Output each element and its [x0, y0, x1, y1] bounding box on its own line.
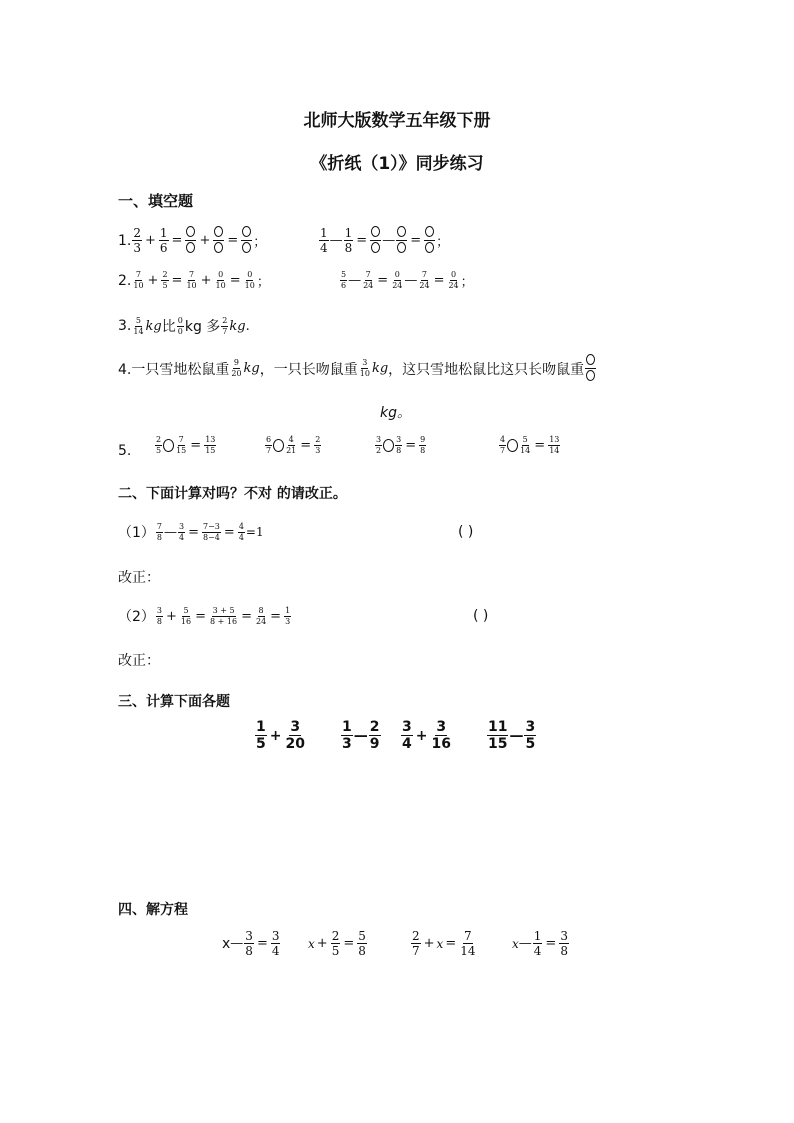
document-subtitle: 《折纸（1）》同步练习: [310, 154, 484, 174]
operator-blank[interactable]: [163, 439, 174, 452]
check-item-2: （2） 3 8 + $\frac{5}{16}$ = $\frac{3 + 5}{8 + 16}$ = $\frac{8}{24}$ = $\frac{1}{3}$: [118, 605, 291, 626]
equation-2: x + $\frac{2}{5}$ = $\frac{5}{8}$: [308, 929, 366, 958]
answer-blank[interactable]: [424, 226, 435, 255]
question-5a: 2 5 $\frac{7}{15}$ = $\frac{13}{15}$: [156, 435, 216, 455]
calc-problem-3: 3 4 + $\frac{3}{16}$: [402, 719, 451, 752]
judgment-blank-1[interactable]: ( ): [458, 524, 474, 540]
answer-blank[interactable]: $\frac{0}{10}$: [244, 270, 255, 290]
operator-blank[interactable]: [383, 439, 394, 452]
answer-blank[interactable]: [370, 226, 381, 255]
answer-blank[interactable]: [396, 226, 407, 255]
answer-blank[interactable]: [213, 226, 224, 255]
section-heading-calculate: 三、计算下面各题: [118, 694, 230, 710]
calc-problem-1: 1 5 + $\frac{3}{20}$: [256, 719, 305, 752]
section-heading-fill-blank: 一、填空题: [118, 192, 194, 210]
equation-4: x — $\frac{1}{4}$ = $\frac{3}{8}$: [512, 929, 568, 958]
correction-label-2: 改正：: [118, 653, 160, 669]
question-5c: 3 2 $\frac{3}{8}$ = $\frac{9}{8}$: [376, 435, 426, 455]
operator-blank[interactable]: [273, 439, 284, 452]
question-4-unit: kg。: [380, 405, 411, 421]
answer-blank[interactable]: 0 0: [177, 315, 183, 336]
question-5d: 4 7 $\frac{5}{14}$ = $\frac{13}{14}$: [500, 435, 560, 455]
answer-blank[interactable]: $\frac{0}{24}$: [448, 270, 459, 290]
judgment-blank-2[interactable]: ( ): [473, 608, 489, 624]
section-heading-equations: 四、解方程: [118, 902, 188, 918]
question-4: 4.一只雪地松鼠重 9 20 kg ，一只长吻鼠重 3 10 kg ，这只雪地松鼠比这只长吻鼠重: [118, 354, 597, 383]
question-3: 3. 5 14 kg 比 0 0 kg 多 2 7 kg .: [118, 315, 250, 336]
question-1b: 1 4 — $\frac{1}{8}$ = — = ；: [320, 226, 450, 255]
calc-problem-4: 11 15 — 3 5: [488, 719, 536, 752]
answer-blank[interactable]: [185, 226, 196, 255]
question-2b: 5 6 — $\frac{7}{24}$ = $\frac{0}{24}$ — $\frac{7}{24}$ = $\frac{0}{24}$ ；: [341, 270, 474, 290]
equation-1: x — $\frac{3}{8}$ = $\frac{3}{4}$: [222, 929, 280, 958]
answer-blank[interactable]: [585, 354, 596, 383]
correction-label-1: 改正：: [118, 570, 160, 586]
answer-blank[interactable]: $\frac{0}{10}$: [215, 270, 226, 290]
question-5-number: 5.: [118, 443, 132, 459]
answer-blank[interactable]: $\frac{0}{24}$: [392, 270, 403, 290]
operator-blank[interactable]: [507, 439, 518, 452]
calc-problem-2: 1 3 — 2 9: [342, 719, 380, 752]
section-heading-check: 二、下面计算对吗？不对 的请改正。: [118, 486, 347, 502]
question-5b: 6 7 $\frac{4}{21}$ = $\frac{2}{3}$: [266, 435, 321, 455]
equation-3: 2 7 + x = $\frac{7}{14}$: [412, 929, 476, 958]
check-item-1: （1） 7 8 — $\frac{3}{4}$ = $\frac{7-3}{8-4}$ = $\frac{4}{4}$ =1: [118, 521, 264, 542]
question-2: 2. 7 10 + $\frac{2}{5}$ = $\frac{7}{10}$ + $\frac{0}{10}$ = $\frac{0}{10}$ ；: [118, 270, 270, 290]
question-1: 1. 2 3 + $\frac{1}{6}$ = + = ；: [118, 226, 267, 255]
answer-blank[interactable]: [241, 226, 252, 255]
document-title: 北师大版数学五年级下册: [303, 111, 491, 131]
